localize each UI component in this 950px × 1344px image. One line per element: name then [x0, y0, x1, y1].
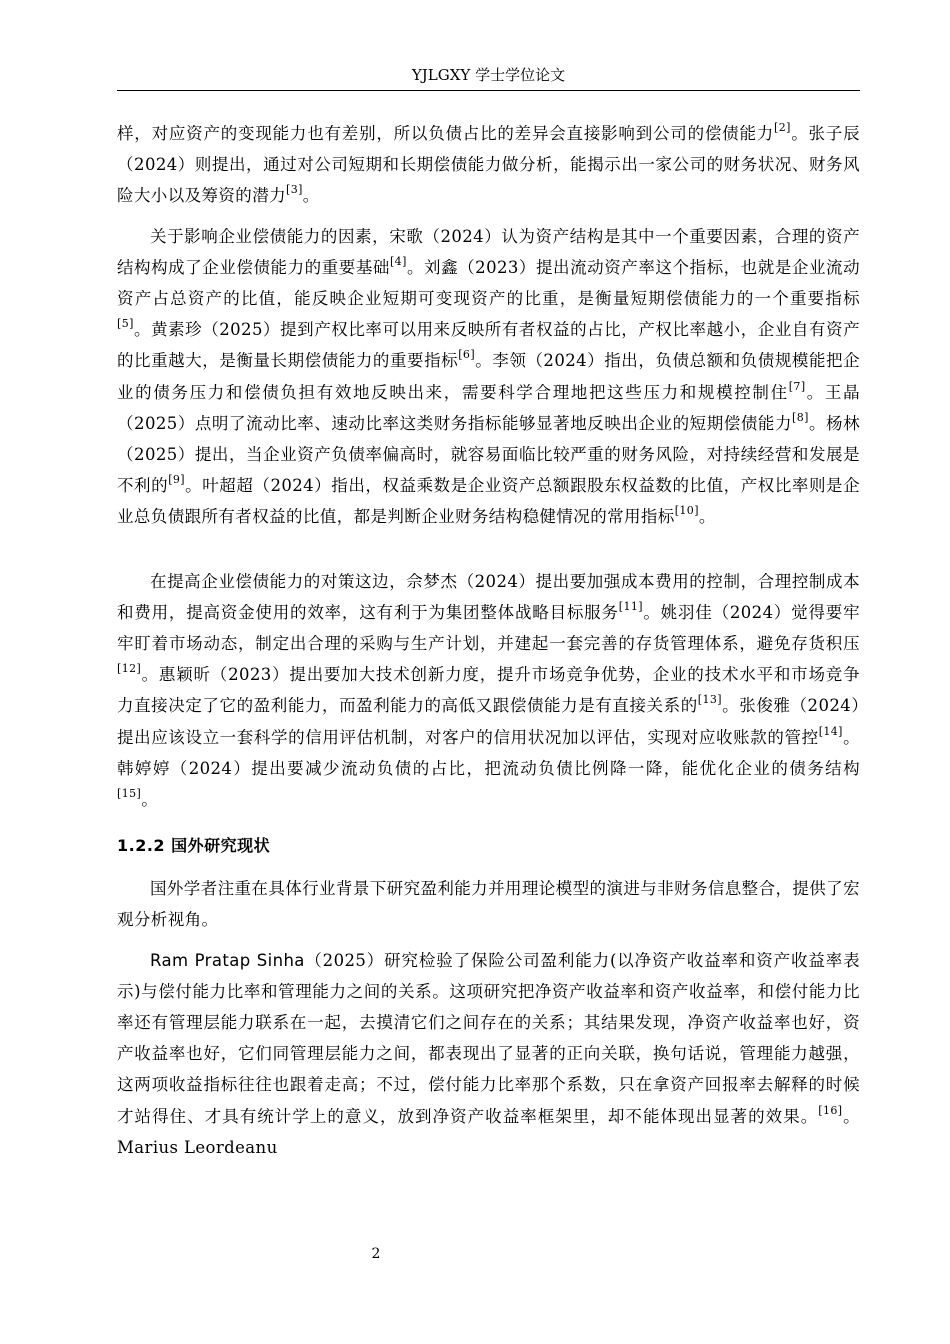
citation: [8] — [792, 410, 809, 424]
citation: [6] — [458, 348, 476, 362]
text-run: 。姚羽佳（2024）觉得要牢牢盯着市场动态，制定出合理的采购与生产计划，并建起一套完善的存货管理体系，避免存货积压 — [117, 602, 860, 654]
text-run: 样，对应资产的变现能力也有差别，所以负债占比的差异会直接影响到公司的偿债能力 — [117, 124, 775, 143]
text-run: 。张俊雅（2024）提出应该设立一套科学的信用评估机制，对客户的信用状况加以评估，实现对应收账款的管控 — [117, 696, 860, 747]
citation: [13] — [697, 693, 722, 707]
section-heading: 1.2.2 国外研究现状 — [117, 836, 271, 856]
text-run: 。张子辰（2024）则提出，通过对公司短期和长期偿债能力做分析，能揭示出一家公司的财务状况、财务风险大小以及筹资的潜力 — [117, 124, 860, 206]
citation: [11] — [618, 599, 643, 613]
citation: [3] — [286, 183, 303, 197]
body-content — [117, 118, 860, 1163]
paragraph — [117, 221, 860, 533]
page-number: 2 — [371, 1246, 381, 1262]
citation: [5] — [117, 317, 134, 331]
text-run: 。 — [302, 186, 320, 206]
author-name: Ram Pratap Sinha — [150, 950, 305, 970]
citation: [14] — [818, 724, 843, 738]
text-run: 。李领（2024）指出，负债总额和负债规模能把企业的债务压力和偿债负担有效地反映出来，需要科学合理地把这些压力和规模控制住 — [117, 351, 861, 402]
text-run: 。杨林（2025）提出，当企业资产负债率偏高时，就容易面临比较严重的财务风险，对持续经营和发展是不利的 — [117, 413, 860, 496]
citation: [9] — [168, 473, 185, 487]
citation: [4] — [389, 254, 407, 268]
citation: [7] — [788, 379, 806, 393]
text-run: 。刘鑫（2023）提出流动资产率这个指标，也就是企业流动资产占总资产的比值，能反映企业短期可变现资产的比重，是衡量短期偿债能力的一个重要指标 — [117, 257, 860, 309]
text-run: 国外学者注重在具体行业背景下研究盈利能力并用理论模型的演进与非财务信息整合，提供了宏观分析视角。 — [117, 879, 860, 930]
citation: [12] — [117, 662, 142, 676]
text-run: 。Marius Leordeanu — [117, 1106, 861, 1157]
citation: [15] — [117, 787, 142, 801]
citation: [2] — [774, 121, 791, 134]
paragraph — [117, 118, 860, 212]
text-run: （2025）研究检验了保险公司盈利能力(以净资产收益率和资产收益率表示)与偿付能力比率和管理能力之间的关系。这项研究把净资产收益率和资产收益率，和偿付能力比率还有管理层能力联系在一起，去摸清它们之间存在的关系；其结果发现，净资产收益率也好，资产收益率也好，它们同管理层能力之间，都表现出了显著的正向关联，换句话说，管理能力越强，这两项收益指标往往也跟着走高；不过，偿付能力比率那个系数，只在拿资产回报率去解释的时候才站得住、才具有统计学上的意义，放到净资产收益率框架里，却不能体现出显著的效果。 — [117, 950, 861, 1126]
text-run: 。 — [141, 790, 159, 810]
citation: [10] — [674, 504, 699, 518]
citation: [16] — [818, 1103, 843, 1117]
text-run: 关于影响企业偿债能力的因素，宋歌（2024）认为资产结构是其中一个重要因素，合理的资产结构构成了企业偿债能力的重要基础 — [117, 226, 860, 277]
page-header: YJLGXY 学士学位论文 — [117, 60, 860, 91]
text-run: 。王晶（2025）点明了流动比率、速动比率这类财务指标能够显著地反映出企业的短期偿债能力 — [117, 382, 860, 433]
paragraph — [117, 566, 860, 816]
paragraph — [117, 873, 860, 935]
text-run: 。叶超超（2024）指出，权益乘数是企业资产总额跟股东权益数的比值，产权比率则是企业总负债跟所有者权益的比值，都是判断企业财务结构稳健情况的常用指标 — [117, 476, 860, 527]
text-run: 。黄素珍（2025）提到产权比率可以用来反映所有者权益的占比，产权比率越小，企业自有资产的比重越大，是衡量长期偿债能力的重要指标 — [117, 320, 860, 371]
text-run: 。韩婷婷（2024）提出要减少流动负债的占比，把流动负债比例降一降，能优化企业的债务结构 — [117, 727, 860, 778]
text-run: 。 — [698, 507, 716, 527]
text-run: 在提高企业偿债能力的对策这边，佘梦杰（2024）提出要加强成本费用的控制，合理控制成本和费用，提高资金使用的效率，这有利于为集团整体战略目标服务 — [117, 571, 860, 622]
paragraph — [117, 945, 860, 1163]
text-run: 。惠颖昕（2023）提出要加大技术创新力度，提升市场竞争优势，企业的技术水平和市场竞争力直接决定了它的盈利能力，而盈利能力的高低又跟偿债能力是有直接关系的 — [117, 665, 860, 716]
